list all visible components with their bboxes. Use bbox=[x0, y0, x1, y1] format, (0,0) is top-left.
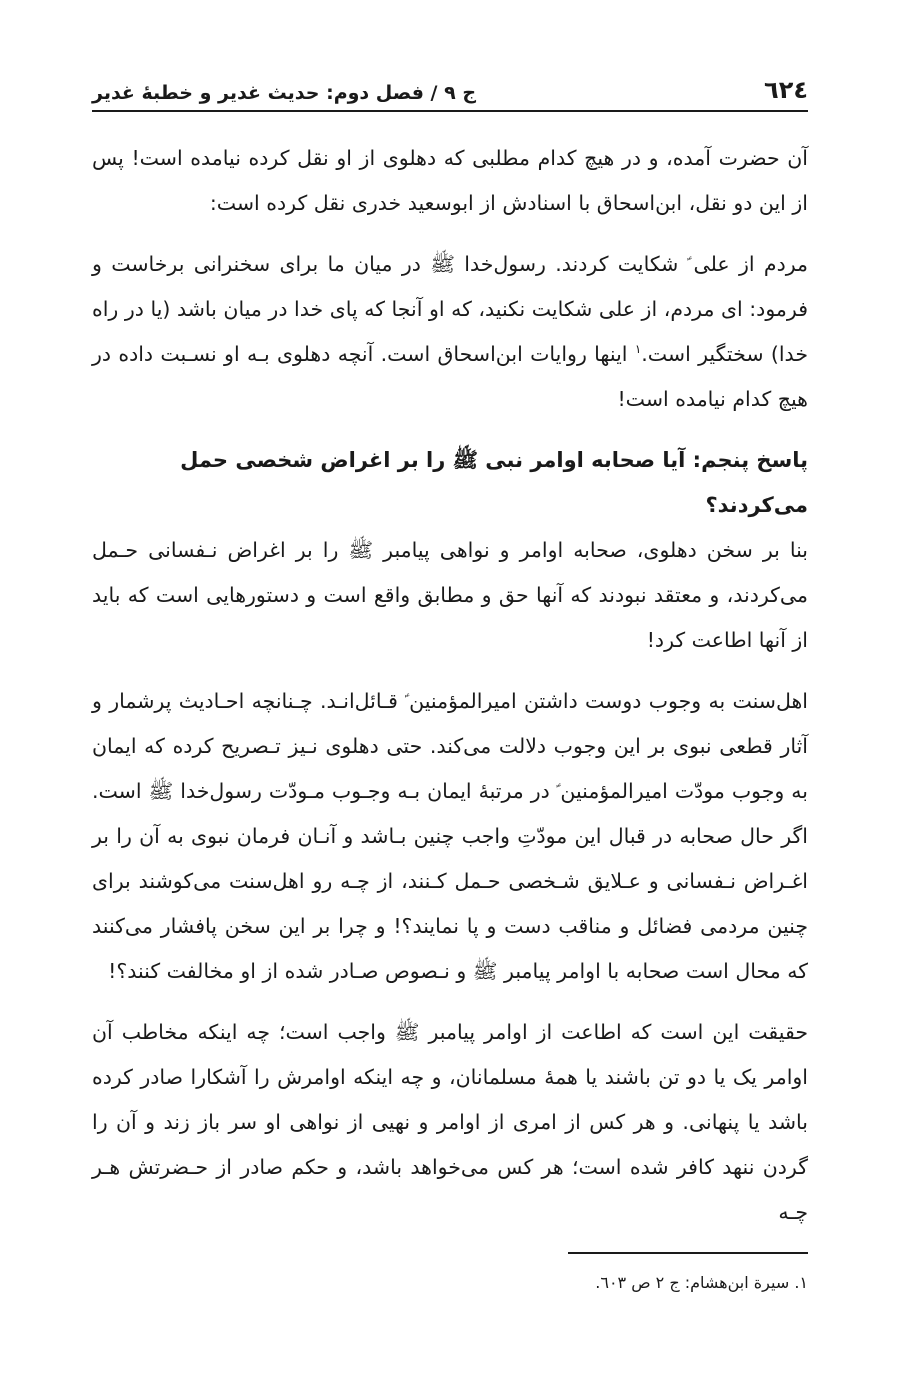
paragraph: آن حضرت آمده، و در هیچ کدام مطلبی که دهلوی از او نقل کرده نیامده است! پس از این دو نقل، ابن‌اسحاق با اسنادش از ابوسعید خدری نقل کرده است: bbox=[92, 146, 808, 215]
quote-text: مردم از علی ؑ شکایت کردند. رسول‌خدا ﷺ در میان ما برای سخنرانی برخاست و فرمود: ای مردم، از علی شکایت نکنید، که او آنجا که پای خدا در میان باشد (یا در راه خدا) سختگیر است. bbox=[92, 252, 808, 366]
chapter-title: ج ٩ / فصل دوم: حدیث غدیر و خطبهٔ غدیر bbox=[92, 82, 477, 104]
running-header bbox=[92, 60, 808, 112]
paragraph: بنا بر سخن دهلوی، صحابه اوامر و نواهی پیامبر ﷺ را بر اغراض نـفسانی حـمل می‌کردند، و معتقد نبودند که آنها حق و مطابق واقع است و دستورهایی است که باید از آنها اطاعت کرد! bbox=[92, 538, 808, 652]
quoted-paragraph bbox=[92, 242, 808, 422]
section-heading: پاسخ پنجم: آیا صحابه اوامر نبی ﷺ را بر اغراض شخصی حمل می‌کردند؟ bbox=[180, 448, 808, 517]
footnote-divider bbox=[568, 1252, 808, 1254]
quote-tail: اینها روایات ابن‌اسحاق است. آنچه دهلوی بـه او نسـبت داده در هیچ کدام نیامده است! bbox=[92, 342, 808, 411]
page-number: ٦٢٤ bbox=[764, 76, 808, 104]
body-text bbox=[92, 136, 808, 1235]
footnote-marker[interactable]: ١ bbox=[634, 342, 642, 357]
footnote: ١. سیرة ابن‌هشام: ج ٢ ص ٦٠٣. bbox=[595, 1273, 808, 1292]
paragraph: حقیقت این است که اطاعت از اوامر پیامبر ﷺ واجب است؛ چه اینکه مخاطب آن اوامر یک یا دو تن باشند یا همهٔ مسلمانان، و چه اینکه اوامرش را آشکارا صادر کرده باشد یا پنهانی. و هر کس از امری از اوامر و نهیی از نواهی او سر باز زند و آن را گردن ننهد کافر شده است؛ هر کس می‌خواهد باشد، و حکم صادر از حـضرتش هـر چـه bbox=[92, 1020, 808, 1224]
paragraph: اهل‌سنت به وجوب دوست داشتن امیرالمؤمنین ؑ قـائل‌انـد. چـنانچه احـادیث پرشمار و آثار قطعی نبوی بر این وجوب دلالت می‌کند. حتی دهلوی نـیز تـصریح کرده که ایمان به وجوب مودّت امیرالمؤمنین ؑ در مرتبهٔ ایمان بـه وجـوب مـودّت رسول‌خدا ﷺ است. اگر حال صحابه در قبال این مودّتِ واجب چنین بـاشد و آنـان فرمان نبوی به آن را بر اغـراض نـفسانی و عـلایق شـخصی حـمل کـنند، از چـه رو اهل‌سنت می‌کوشند برای چنین مردمی فضائل و مناقب دست و پا نمایند؟! و چرا بر این سخن پافشار می‌کنند که محال است صحابه با اوامر پیامبر ﷺ و نـصوص صـادر شده از او مخالفت کنند؟! bbox=[92, 689, 808, 983]
book-page bbox=[92, 60, 808, 1251]
